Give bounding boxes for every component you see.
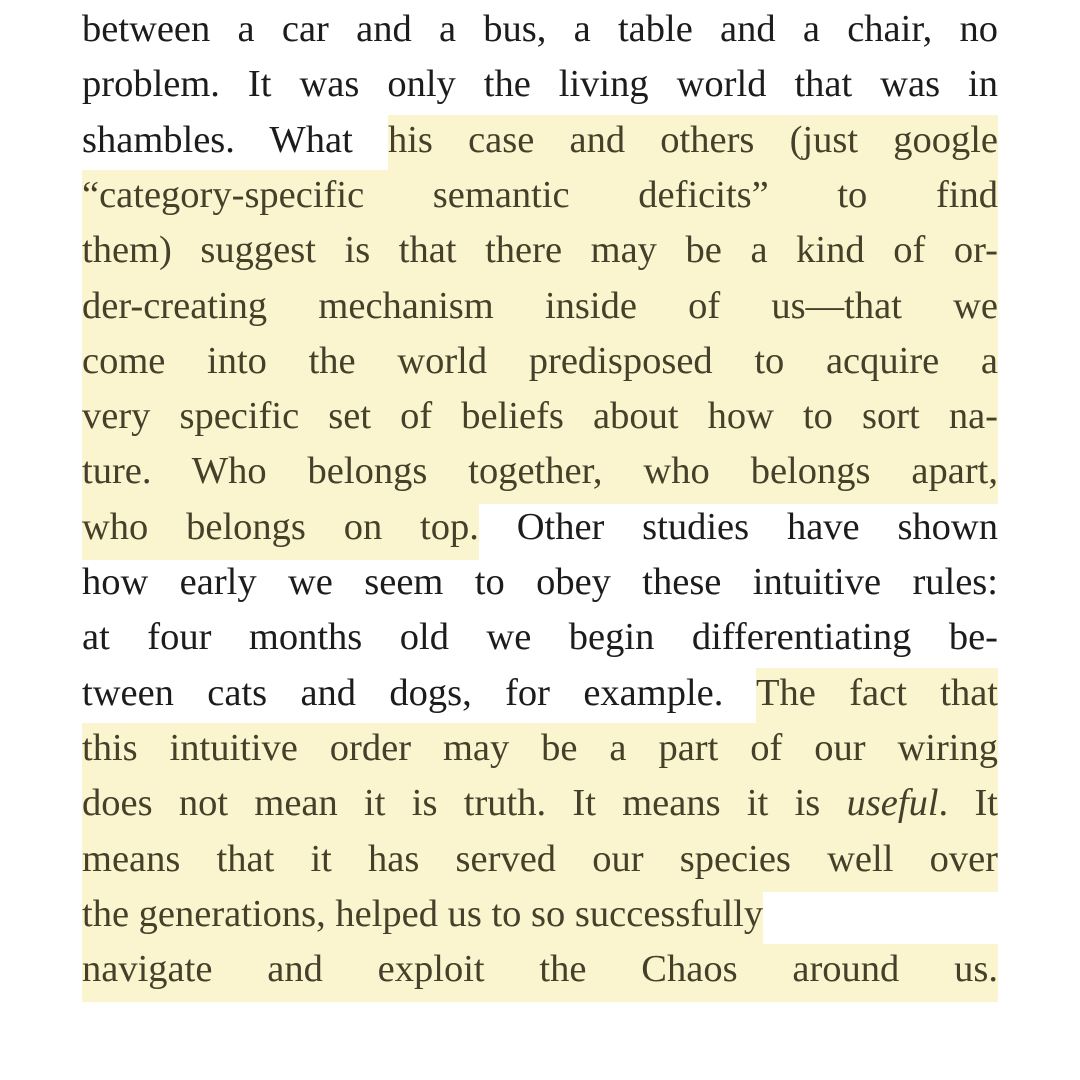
highlighted-text: The fact that <box>756 668 998 726</box>
highlighted-text: navigate and exploit the Chaos around us. <box>82 944 998 1002</box>
highlighted-text: der-creating mechanism inside of us—that we <box>82 281 998 339</box>
highlighted-text: useful <box>847 778 939 836</box>
highlighted-text: his case and others (just google <box>388 115 998 173</box>
text-line <box>82 942 998 997</box>
text-line <box>82 279 998 334</box>
text-line <box>82 776 998 831</box>
highlighted-text: this intuitive order may be a part of our wiring <box>82 723 998 781</box>
text-segment: how early we seem to obey these intuitive rules: <box>82 561 998 603</box>
text-segment: between a car and a bus, a table and a chair, no <box>82 8 998 50</box>
text-line <box>82 832 998 887</box>
text-segment: at four months old we begin differentiating be- <box>82 616 998 659</box>
highlighted-text: does not mean it is truth. It means it is <box>82 778 847 836</box>
text-line <box>82 610 998 665</box>
text-line <box>82 444 998 499</box>
highlighted-text: the generations, helped us to so successfully <box>82 889 763 947</box>
highlighted-text: come into the world predisposed to acquire a <box>82 336 998 394</box>
text-line <box>82 57 998 112</box>
highlighted-text: . It <box>939 778 998 836</box>
text-segment: tween cats and dogs, for example. <box>82 671 757 714</box>
text-line <box>82 721 998 776</box>
text-line <box>82 223 998 278</box>
text-line <box>82 334 998 389</box>
text-line <box>82 168 998 223</box>
highlighted-text: ture. Who belongs together, who belongs apart, <box>82 446 998 504</box>
text-segment: Other studies have shown <box>478 505 998 548</box>
highlighted-text: means that it has served our species well over <box>82 834 998 892</box>
text-line <box>82 2 998 57</box>
text-segment: shambles. What <box>82 118 388 161</box>
highlighted-text: who belongs on top. <box>82 502 479 560</box>
highlighted-text: “category-specific semantic deficits” to find <box>82 170 998 228</box>
highlighted-text: them) suggest is that there may be a kind of or- <box>82 225 998 283</box>
text-line <box>82 113 998 168</box>
text-line <box>82 666 998 721</box>
text-line <box>82 389 998 444</box>
text-line <box>82 887 998 942</box>
text-segment: problem. It was only the living world that was in <box>82 63 998 106</box>
text-line <box>82 500 998 555</box>
text-line <box>82 555 998 610</box>
highlighted-text: very specific set of beliefs about how to sort na- <box>82 391 998 449</box>
